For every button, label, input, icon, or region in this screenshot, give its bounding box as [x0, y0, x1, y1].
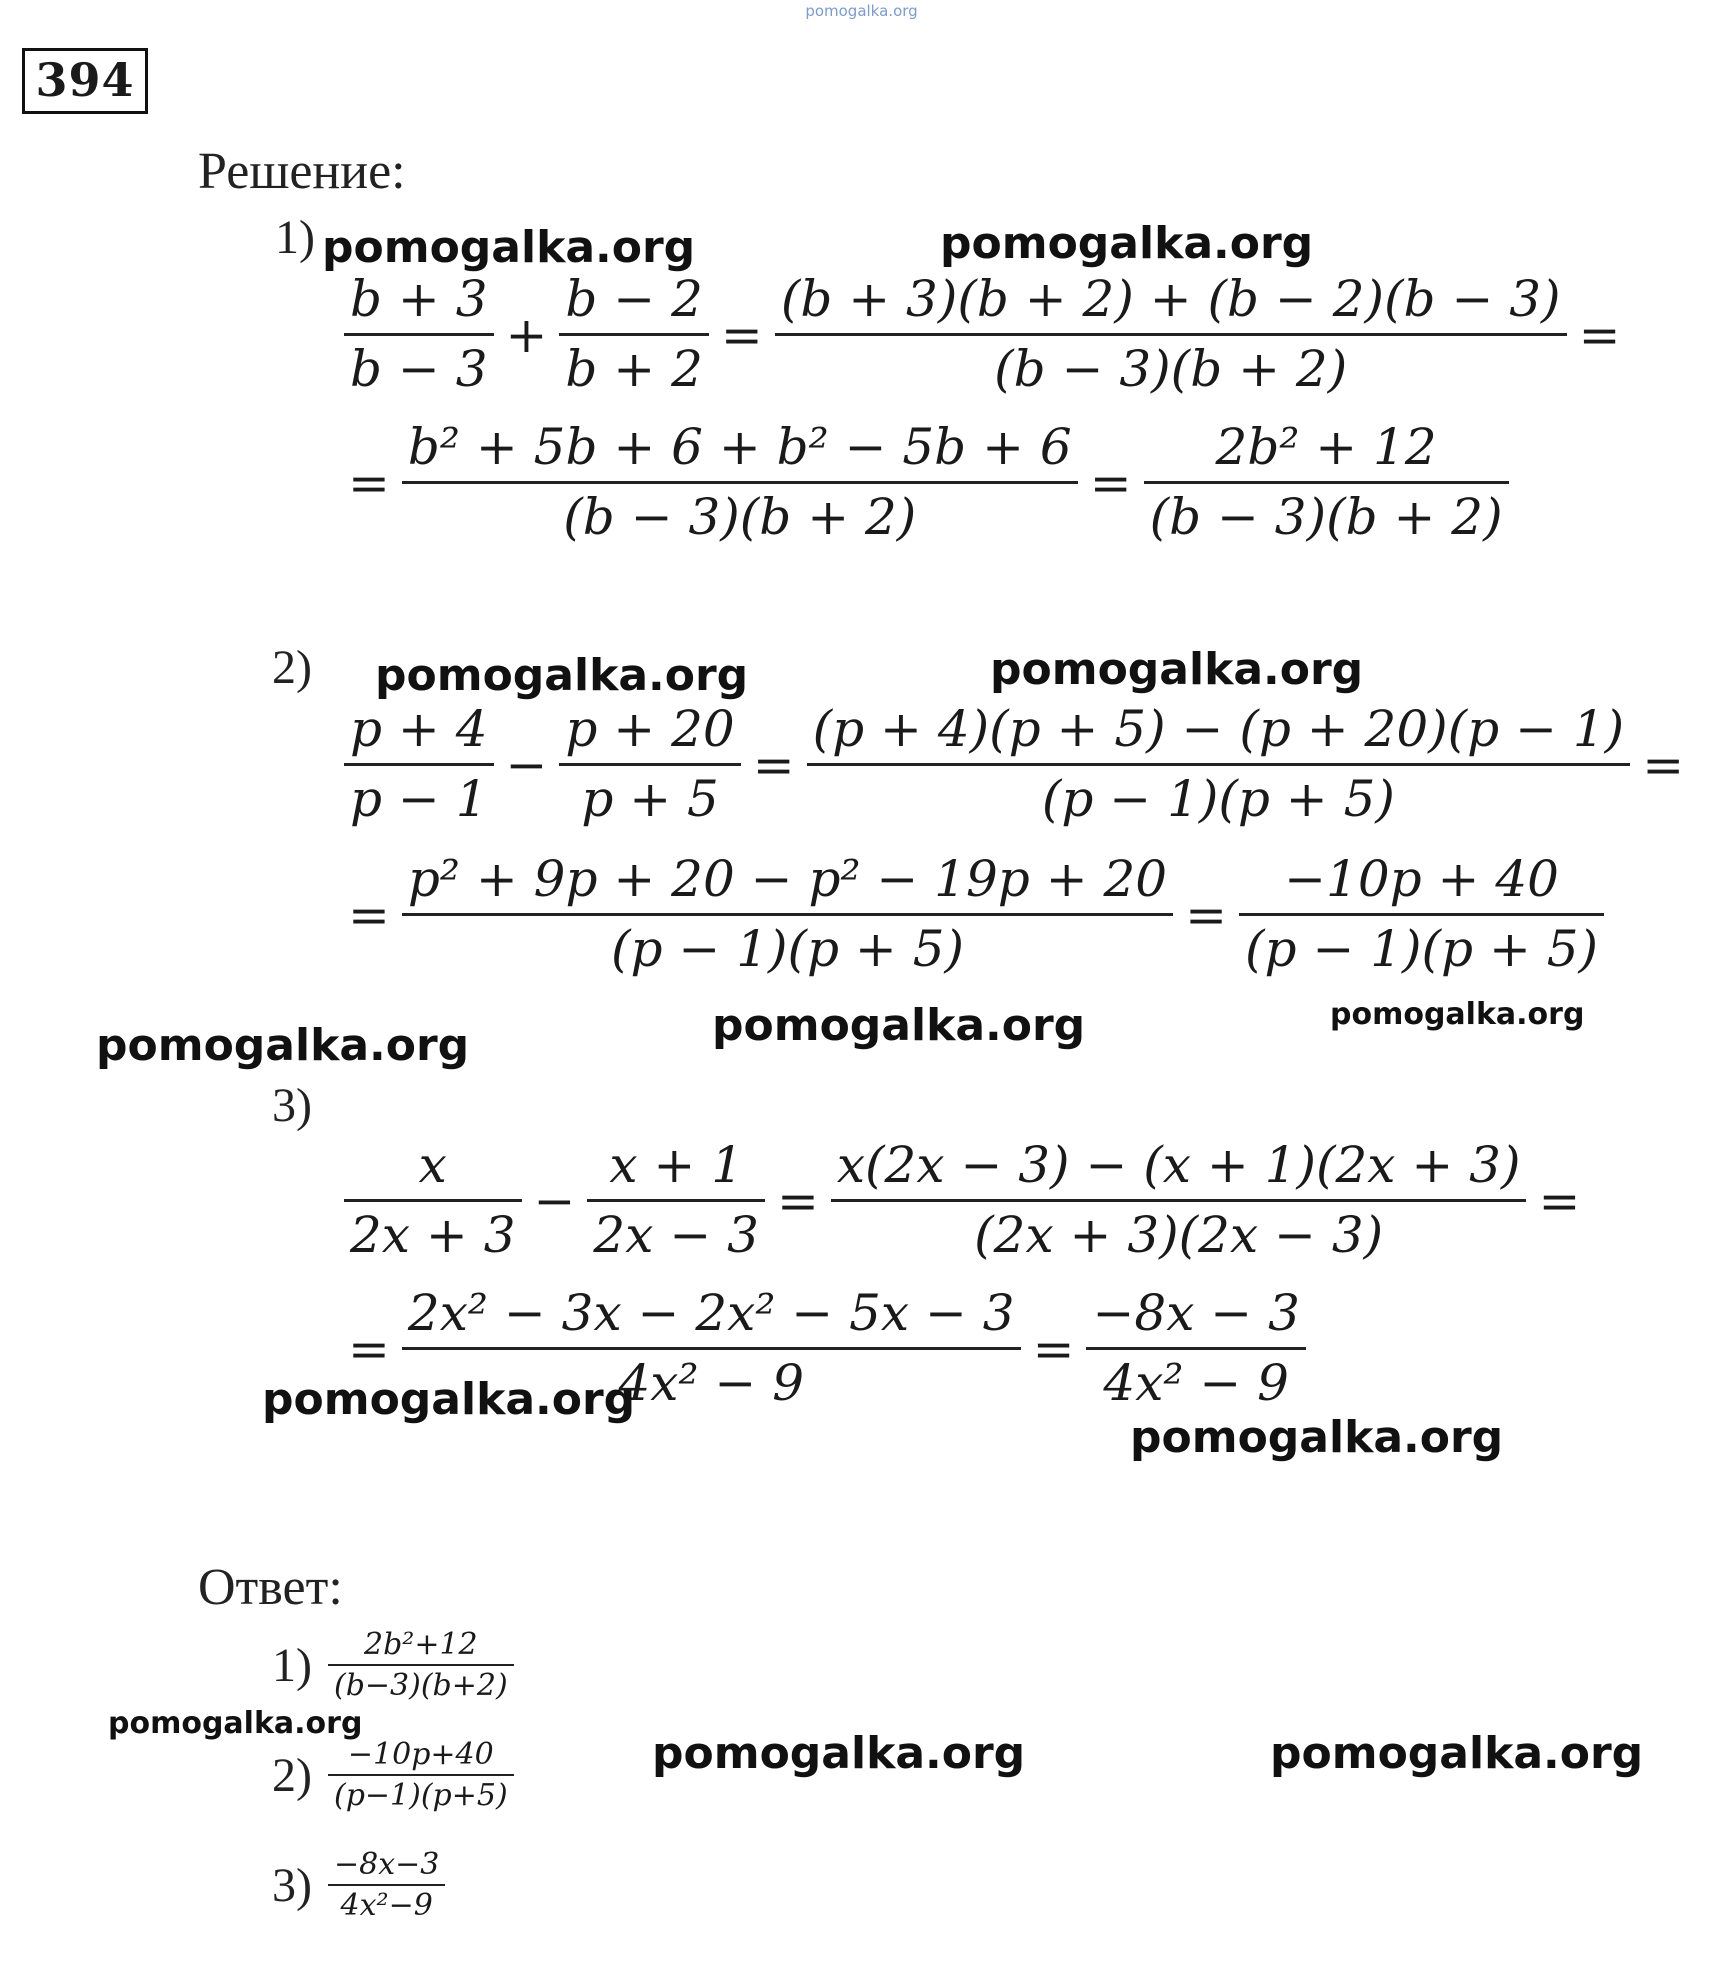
- fraction: [587, 1138, 765, 1263]
- answer-heading: Ответ:: [198, 1559, 343, 1616]
- watermark: pomogalka.org: [1130, 1412, 1504, 1463]
- watermark: pomogalka.org: [652, 1728, 1026, 1779]
- numerator: (p + 4)(p + 5) − (p + 20)(p − 1): [812, 700, 1625, 758]
- fraction-bar: [344, 333, 494, 336]
- fraction: [807, 702, 1631, 827]
- fraction: [831, 1138, 1527, 1263]
- fraction: [402, 420, 1078, 545]
- fraction-bar: [807, 763, 1631, 766]
- fraction-bar: [587, 1199, 765, 1202]
- answer-1: [272, 1628, 518, 1702]
- fraction: [1086, 1286, 1305, 1411]
- denominator: p − 1: [350, 770, 488, 828]
- denominator: (p−1)(p+5): [333, 1778, 508, 1813]
- part-3-label: 3): [272, 1079, 312, 1132]
- fraction: [1144, 420, 1509, 545]
- numerator: x: [418, 1136, 447, 1194]
- fraction-bar: [402, 1347, 1021, 1350]
- watermark: pomogalka.org: [712, 1000, 1086, 1051]
- equals-sign: =: [1642, 735, 1685, 794]
- fraction: [559, 702, 740, 827]
- fraction-bar: [328, 1774, 514, 1776]
- numerator: (b + 3)(b + 2) + (b − 2)(b − 3): [780, 270, 1561, 328]
- answer-1-label: 1): [272, 1638, 312, 1692]
- denominator: (b − 3)(b + 2): [994, 340, 1348, 398]
- fraction: [328, 1628, 514, 1702]
- watermark: pomogalka.org: [96, 1020, 470, 1071]
- answer-2-label: 2): [272, 1748, 312, 1802]
- operator: −: [533, 1171, 576, 1230]
- denominator: 2x + 3: [350, 1206, 516, 1264]
- watermark: pomogalka.org: [322, 222, 696, 273]
- denominator: 2x − 3: [593, 1206, 759, 1264]
- watermark: pomogalka.org: [1330, 997, 1585, 1032]
- fraction-bar: [775, 333, 1567, 336]
- numerator: b − 2: [565, 270, 703, 328]
- watermark: pomogalka.org: [1270, 1728, 1644, 1779]
- fraction-bar: [559, 763, 740, 766]
- part-1-line-1: [340, 272, 1628, 397]
- fraction: [344, 272, 494, 397]
- fraction-bar: [344, 1199, 522, 1202]
- fraction: [775, 272, 1567, 397]
- fraction: [1239, 852, 1604, 977]
- denominator: 4x² − 9: [1103, 1354, 1289, 1412]
- fraction-bar: [402, 913, 1173, 916]
- numerator: −10p + 40: [1284, 850, 1559, 908]
- fraction-bar: [559, 333, 709, 336]
- watermark: pomogalka.org: [375, 650, 749, 701]
- numerator: −10p+40: [347, 1737, 494, 1772]
- denominator: 4x² − 9: [618, 1354, 805, 1412]
- part-1-line-2: [340, 420, 1513, 545]
- fraction-bar: [328, 1664, 514, 1666]
- part-1-label: 1): [275, 211, 315, 264]
- solution-heading: Решение:: [198, 143, 406, 200]
- denominator: (2x + 3)(2x − 3): [974, 1206, 1384, 1264]
- equals-sign: =: [1032, 1319, 1075, 1378]
- denominator: (p − 1)(p + 5): [1041, 770, 1395, 828]
- denominator: (b − 3)(b + 2): [1149, 488, 1503, 546]
- numerator: b² + 5b + 6 + b² − 5b + 6: [407, 418, 1072, 476]
- fraction-bar: [328, 1884, 445, 1886]
- fraction-bar: [1144, 481, 1509, 484]
- part-3-line-1: [340, 1138, 1588, 1263]
- fraction: [344, 702, 494, 827]
- top-watermark: pomogalka.org: [805, 2, 918, 20]
- fraction: [328, 1738, 514, 1812]
- part-2-line-2: [340, 852, 1608, 977]
- numerator: x(2x − 3) − (x + 1)(2x + 3): [836, 1136, 1521, 1194]
- numerator: −8x − 3: [1092, 1284, 1300, 1342]
- watermark: pomogalka.org: [940, 218, 1314, 269]
- problem-number: 394: [22, 48, 148, 114]
- fraction-bar: [1239, 913, 1604, 916]
- denominator: 4x²−9: [340, 1888, 433, 1923]
- watermark: pomogalka.org: [990, 644, 1364, 695]
- watermark: pomogalka.org: [108, 1706, 363, 1741]
- equals-sign: =: [348, 1319, 390, 1378]
- denominator: b − 3: [350, 340, 488, 398]
- equals-sign: =: [348, 885, 390, 944]
- numerator: p² + 9p + 20 − p² − 19p + 20: [407, 850, 1168, 908]
- part-2-label: 2): [272, 641, 312, 694]
- part-2-line-1: [340, 702, 1692, 827]
- fraction-bar: [831, 1199, 1527, 1202]
- fraction-bar: [1086, 1347, 1305, 1350]
- numerator: 2b²+12: [364, 1627, 478, 1662]
- answer-2: [272, 1738, 518, 1812]
- equals-sign: =: [348, 453, 390, 512]
- numerator: p + 20: [565, 700, 735, 758]
- fraction-bar: [344, 763, 494, 766]
- denominator: b + 2: [565, 340, 703, 398]
- numerator: 2b² + 12: [1215, 418, 1437, 476]
- equals-sign: =: [720, 305, 763, 364]
- operator: +: [505, 305, 548, 364]
- answer-3-label: 3): [272, 1858, 312, 1912]
- equals-sign: =: [1185, 885, 1228, 944]
- numerator: x + 1: [609, 1136, 744, 1194]
- fraction: [559, 272, 709, 397]
- fraction: [402, 852, 1173, 977]
- equals-sign: =: [1538, 1171, 1581, 1230]
- fraction-bar: [402, 481, 1078, 484]
- operator: −: [505, 735, 548, 794]
- numerator: −8x−3: [333, 1847, 440, 1882]
- denominator: (b−3)(b+2): [333, 1668, 508, 1703]
- denominator: p + 5: [581, 770, 719, 828]
- equals-sign: =: [1089, 453, 1132, 512]
- equals-sign: =: [752, 735, 795, 794]
- denominator: (p − 1)(p + 5): [611, 920, 965, 978]
- equals-sign: =: [1578, 305, 1621, 364]
- denominator: (p − 1)(p + 5): [1245, 920, 1599, 978]
- fraction: [344, 1138, 522, 1263]
- fraction: [328, 1848, 445, 1922]
- numerator: b + 3: [350, 270, 488, 328]
- equals-sign: =: [776, 1171, 819, 1230]
- denominator: (b − 3)(b + 2): [563, 488, 917, 546]
- numerator: 2x² − 3x − 2x² − 5x − 3: [407, 1284, 1015, 1342]
- answer-3: [272, 1848, 449, 1922]
- numerator: p + 4: [350, 700, 488, 758]
- watermark: pomogalka.org: [262, 1374, 636, 1425]
